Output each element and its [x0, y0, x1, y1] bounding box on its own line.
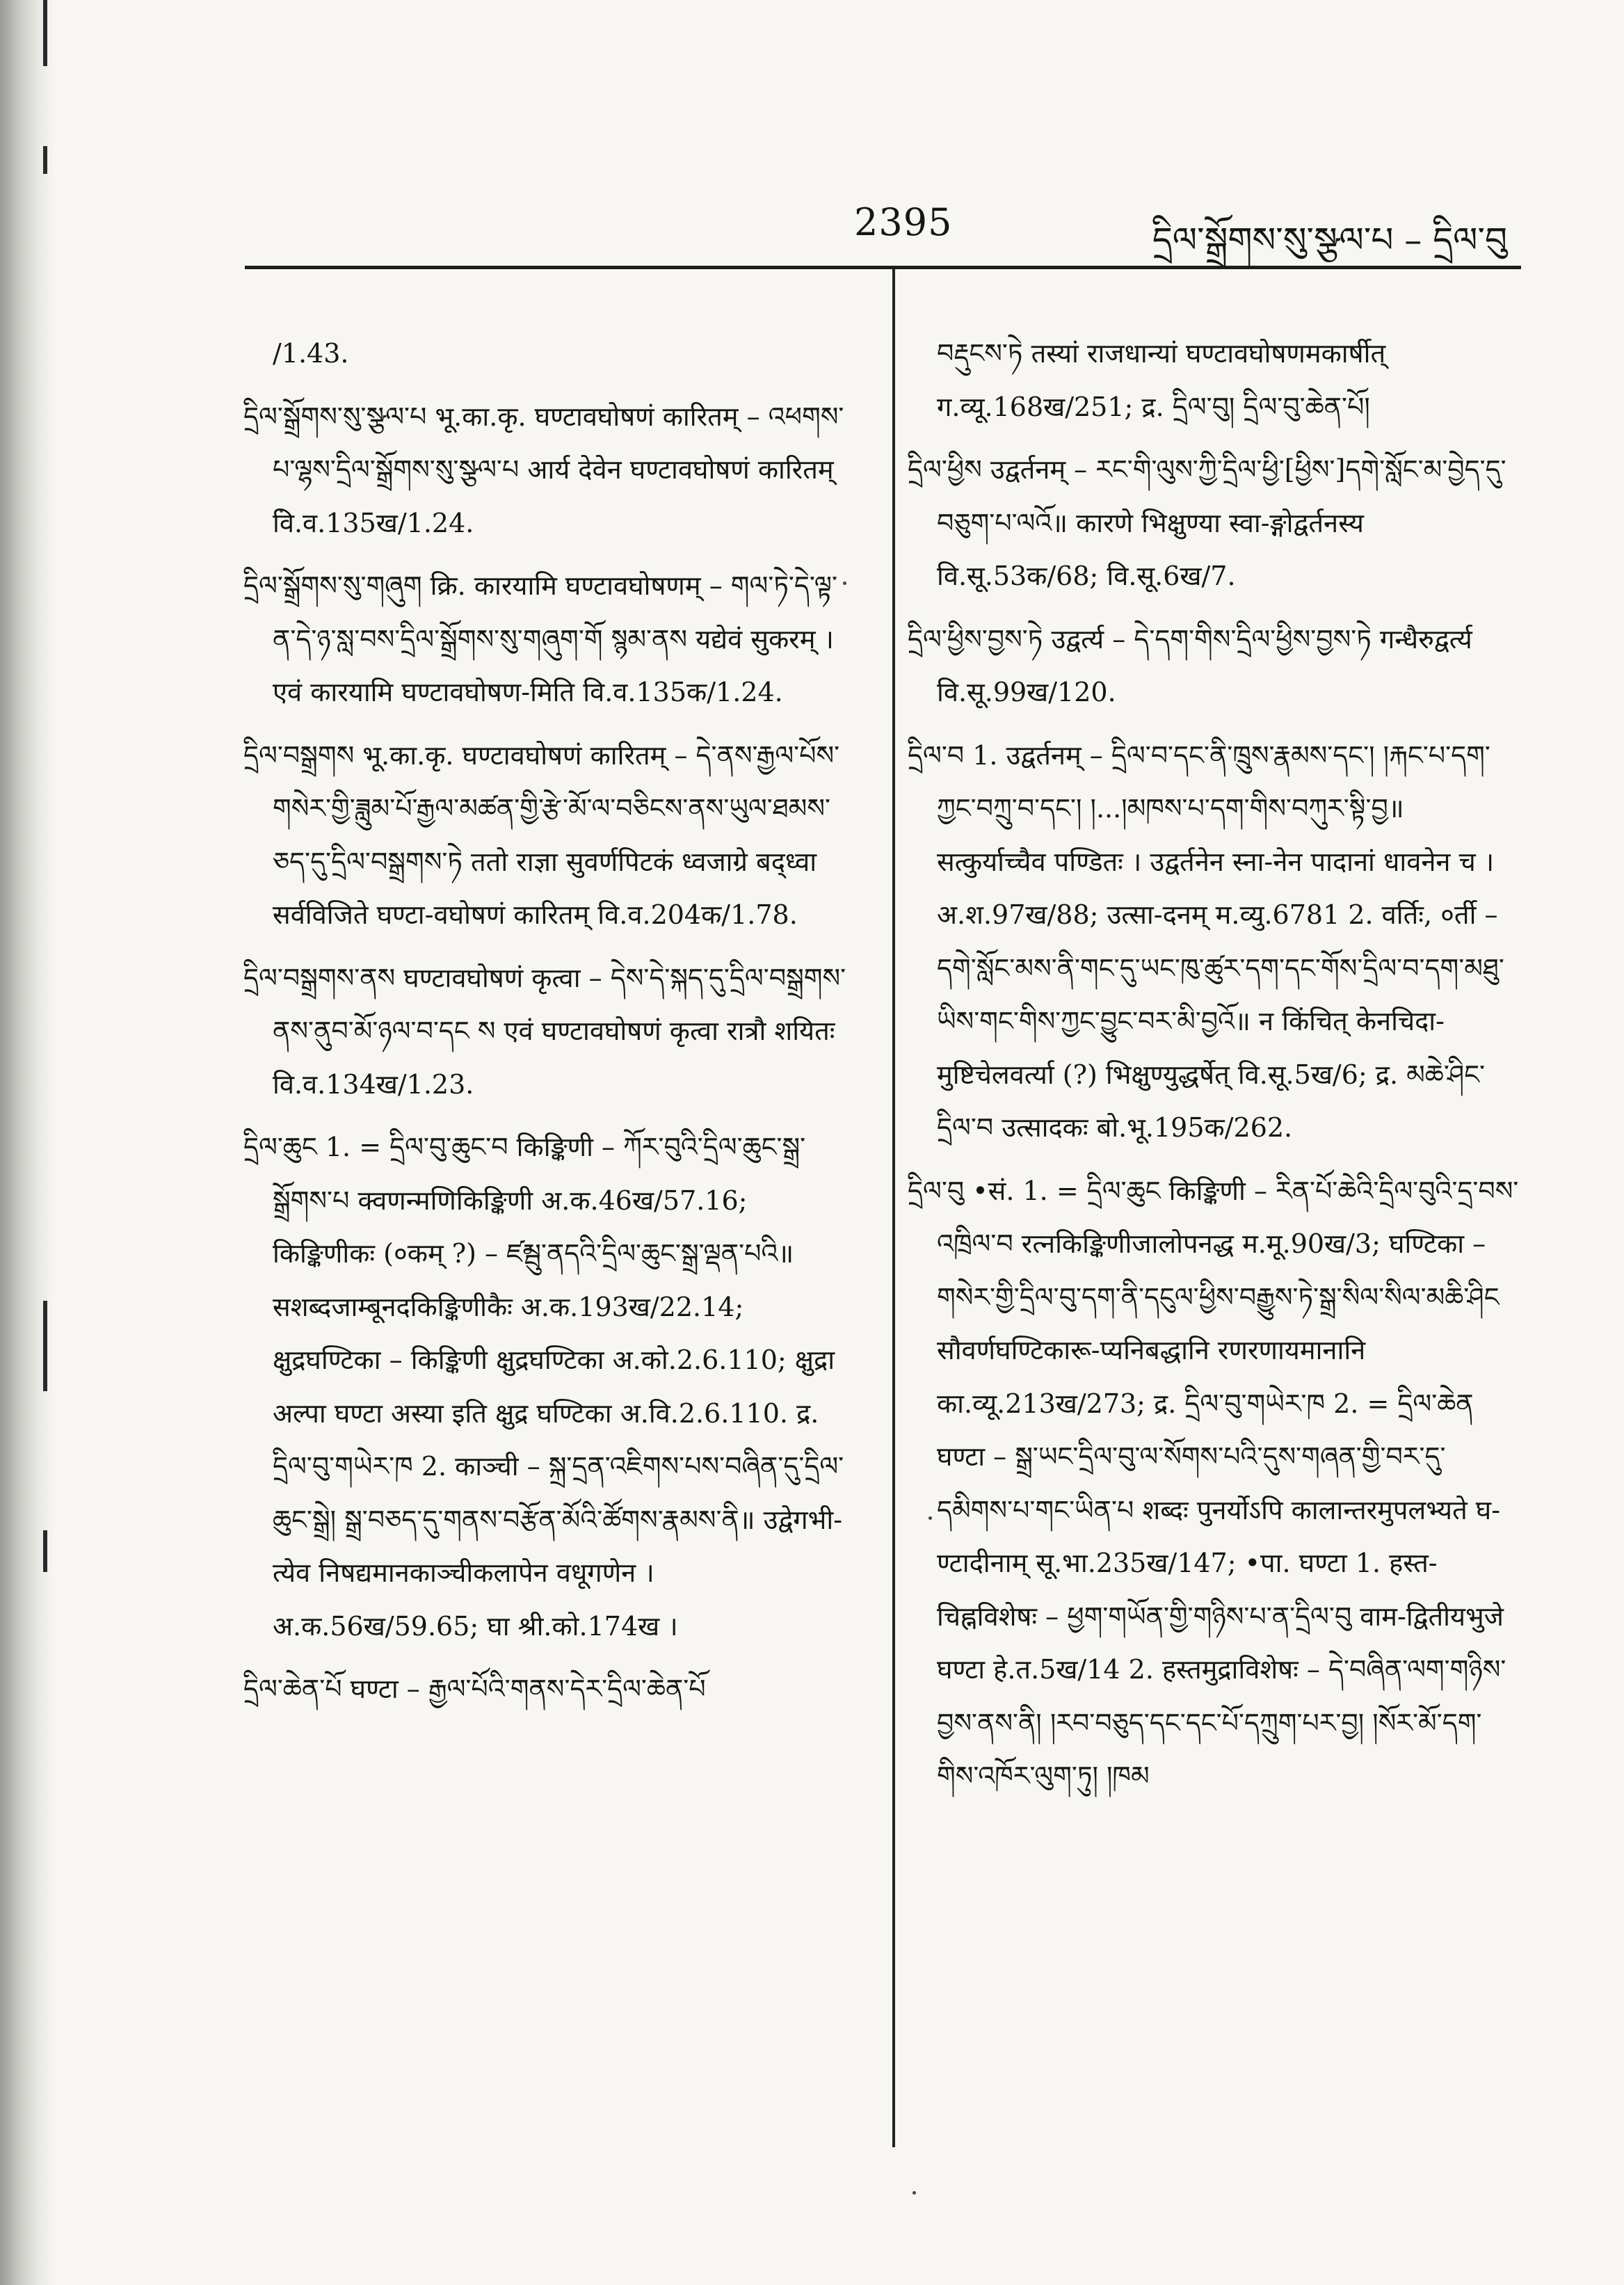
- running-head: དྲིལ་སྒྲོགས་སུ་སྩལ་པ – དྲིལ་བུ: [1152, 220, 1507, 260]
- page-number: 2395: [854, 200, 953, 244]
- right-column: [908, 327, 1520, 1813]
- scan-edge: [0, 0, 54, 2285]
- margin-mark: [43, 1301, 47, 1391]
- margin-mark: [43, 146, 47, 174]
- margin-mark: [43, 0, 47, 66]
- header-rule: [245, 266, 1521, 269]
- dictionary-entry: བརྡུངས་ཏེ तस्यां राजधान्यां घण्टावघोषणमकार्षीत् ग.व्यू.168ख/251; द्र. དྲིལ་བུ། དྲིལ་བུ་ཆེན་པོ།: [937, 338, 1386, 422]
- dictionary-entry: དྲིལ་ཆུང 1. = དྲིལ་བུ་ཆུང་བ किङ्किणी – ཀོར་བུའི་དྲིལ་ཆུང་སྒྲ་སྒྲོགས་པ क्वणन्मणिकिङ्किणी अ.क.46ख/57.16; किङ्किणीकः (०कम् ?) – ཛམྦུ་ནདའི་དྲིལ་ཆུང་སྒྲ་ལྡན་པའི॥ सशब्दजाम्बूनदकिङ्किणीकैः अ.क.193ख/22.14; क्षुद्रघण्टिका – किङ्किणी क्षुद्रघण्टिका अ.को.2.6.110; क्षुद्रा अल्पा घण्टा अस्या इति क्षुद्र घण्टिका अ.वि.2.6.110. द्र. དྲིལ་བུ་གཡེར་ཁ 2. काञ्ची – སྐྲ་དྲན་འཇིགས་པས་བཞིན་དུ་དྲིལ་ཆུང་སྒྲེ། སྒྲ་བཅད་དུ་གནས་བརྩོན་མོའི་ཚོགས་རྣམས་ནི॥ उद्वेगभी-त्येव निषद्यमानकाञ्चीकलापेन वधूगणेन । अ.क.56ख/59.65; घा श्री.को.174ख ।: [243, 1132, 844, 1642]
- dictionary-entry: དྲིལ་ཕྱིས उद्वर्तनम् – རང་གི་ལུས་ཀྱི་དྲིལ་ཕྱི་[ཕྱིས་]དགེ་སློང་མ་བྱེད་དུ་བཅུག་པ་ལའོ॥ कारणे भिक्षुण्या स्वा-ङ्गोद्वर्तनस्य वि.सू.53क/68; वि.सू.6ख/7.: [908, 454, 1506, 591]
- left-column: [243, 327, 855, 1726]
- dictionary-entry: /1.43.: [273, 338, 349, 369]
- dictionary-entry: དྲིལ་སྒྲོགས་སུ་སྩལ་པ भू.का.कृ. घण्टावघोषणं कारितम् – འཕགས་པ་ལྷས་དྲིལ་སྒྲོགས་སུ་སྩལ་པ आर्य देवेन घण्टावघोषणं कारितम् वि.व.135ख/1.24.: [243, 401, 844, 538]
- dictionary-entry: དྲིལ་བ 1. उद्वर्तनम् – དྲིལ་བ་དང་ནི་ཁྲུས་རྣམས་དང་། །རྐང་པ་དག་ཀྱང་བཀྲུ་བ་དང་། །...།མཁས་པ་དག་གིས་བཀུར་སྟི་བྱ॥ सत्कुर्याच्चैव पण्डितः । उद्वर्तनेन स्ना-नेन पादानां धावनेन च । अ.श.97ख/88; उत्सा-दनम् म.व्यु.6781 2. वर्तिः, ०र्ती – དགེ་སློང་མས་ནི་གང་དུ་ཡང་ཁུ་ཚུར་དག་དང་གོས་དྲིལ་བ་དག་མཐུ་ཡིས་གང་གིས་ཀྱང་བྱུང་བར་མི་བྱའོ॥ न किंचित् केनचिदा-मुष्टिचेलवर्त्या (?) भिक्षुण्युद्धर्षेत् वि.सू.5ख/6; द्र. མཆེ་ཤིང་དྲིལ་བ उत्सादकः बो.भू.195क/262.: [908, 739, 1504, 1143]
- dictionary-entry: དྲིལ་ཕྱིས་བྱས་ཏེ उद्वर्त्य – དེ་དག་གིས་དྲིལ་ཕྱིས་བྱས་ཏེ गन्धैरुद्वर्त्य वि.सू.99ख/120.: [908, 623, 1472, 707]
- speck: [913, 2191, 916, 2195]
- dictionary-entry: དྲིལ་བསྒྲགས་ནས घण्टावघोषणं कृत्वा – དེས་དེ་སྐད་དུ་དྲིལ་བསྒྲགས་ནས་ནུབ་མོ་ཉལ་བ་དང ས एवं घण्टावघोषणं कृत्वा रात्रौ शयितः वि.व.134ख/1.23.: [243, 962, 846, 1100]
- dictionary-entry: དྲིལ་སྒྲོགས་སུ་གཞུག क्रि. कारयामि घण्टावघोषणम् – གལ་ཏེ་དེ་ལྟ་ན་དེ་ཉ་སླ་བས་དྲིལ་སྒྲོགས་སུ་གཞུག་གོ སྙམ་ནས यद्येवं सुकरम् । एवं कारयामि घण्टावघोषण-मिति वि.व.135क/1.24.: [243, 570, 838, 707]
- dictionary-entry: དྲིལ་ཆེན་པོ घण्टा – རྒྱལ་པོའི་གནས་དེར་དྲིལ་ཆེན་པོ: [243, 1674, 706, 1704]
- column-divider: [892, 269, 895, 2147]
- dictionary-entry: དྲིལ་བསྒྲགས भू.का.कृ. घण्टावघोषणं कारितम् – དེ་ནས་རྒྱལ་པོས་གསེར་གྱི་ཟླུམ་པོ་རྒྱལ་མཚན་གྱི་རྩེ་མོ་ལ་བཅིངས་ནས་ཡུལ་ཐམས་ཅད་དུ་དྲིལ་བསྒྲགས་ཏེ ततो राज्ञा सुवर्णपिटकं ध्वजाग्रे बद्ध्वा सर्वविजिते घण्टा-वघोषणं कारितम् वि.व.204क/1.78.: [243, 739, 840, 930]
- margin-mark: [43, 1530, 47, 1572]
- dictionary-entry: དྲིལ་བུ •सं. 1. = དྲིལ་ཆུང किङ्किणी – རིན་པོ་ཆེའི་དྲིལ་བུའི་དྲ་བས་འཁྲིལ་བ रत्नकिङ्किणीजालोपनद्ध म.मू.90ख/3; घण्टिका – གསེར་གྱི་དྲིལ་བུ་དག་ནི་དངུལ་ཕྱིས་བརྒྱུས་ཏེ་སྒྲ་སིལ་སིལ་མཆི་ཤིང सौवर्णघण्टिकारू-प्यनिबद्धानि रणरणायमानानि का.व्यू.213ख/273; द्र. དྲིལ་བུ་གཡེར་ཁ 2. = དྲིལ་ཆེན घण्टा – སྒྲ་ཡང་དྲིལ་བུ་ལ་སོགས་པའི་དུས་གཞན་གྱི་བར་དུ་དམིགས་པ་གང་ཡིན་པ शब्दः पुनर्योऽपि कालान्तरमुपलभ्यते घ-ण्टादीनाम् सू.भा.235ख/147; •पा. घण्टा 1. हस्त-चिह्नविशेषः – ཕྱག་གཡོན་གྱི་གཉིས་པ་ན་དྲིལ་བུ वाम-द्वितीयभुजे घण्टा हे.त.5ख/14 2. हस्तमुद्राविशेषः – དེ་བཞིན་ལག་གཉིས་བྱས་ནས་ནི། །རབ་བཅུད་དང་དང་པོ་དཀྲུག་པར་བྱ། །སོར་མོ་དག་གིས་འཁོར་ལུག་ཏུ། །ཁམ: [908, 1175, 1519, 1791]
